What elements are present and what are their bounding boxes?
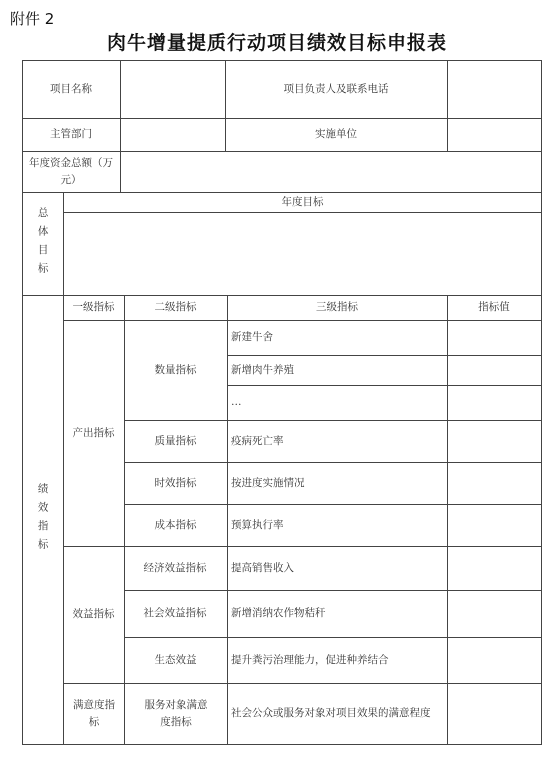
attachment-label: 附件 2 bbox=[10, 10, 55, 28]
project-name-field[interactable] bbox=[121, 61, 225, 118]
cost-item: 预算执行率 bbox=[231, 518, 284, 531]
quality-item-value[interactable] bbox=[448, 421, 541, 462]
col-value-header: 指标值 bbox=[478, 301, 510, 314]
implementer-label: 实施单位 bbox=[315, 128, 357, 141]
service-satisfaction-value[interactable] bbox=[448, 684, 541, 744]
col-level3-header: 三级指标 bbox=[316, 301, 358, 314]
ecological-benefit-value[interactable] bbox=[448, 638, 541, 683]
cost-indicator-label: 成本指标 bbox=[154, 518, 197, 531]
satisfaction-indicator-label: 满意度指标 bbox=[73, 699, 115, 728]
quantity-item-2-value[interactable] bbox=[448, 356, 541, 385]
col-level1-header: 一级指标 bbox=[72, 301, 115, 314]
annual-funds-label: 年度资金总额（万元） bbox=[29, 157, 113, 186]
page-title: 肉牛增量提质行动项目绩效目标申报表 bbox=[106, 32, 447, 54]
cost-item-value[interactable] bbox=[448, 505, 541, 546]
project-contact-field[interactable] bbox=[448, 61, 541, 118]
implementer-field[interactable] bbox=[448, 119, 541, 151]
quantity-item-1: 新建牛舍 bbox=[231, 331, 273, 344]
annual-funds-field[interactable] bbox=[121, 152, 541, 192]
benefit-indicator-label: 效益指标 bbox=[72, 608, 115, 621]
output-indicator-label: 产出指标 bbox=[72, 426, 115, 439]
social-benefit-value[interactable] bbox=[448, 591, 541, 637]
social-benefit-item: 新增消纳农作物秸秆 bbox=[231, 607, 326, 620]
quality-item: 疫病死亡率 bbox=[231, 434, 284, 447]
performance-label: 绩效指标 bbox=[36, 483, 49, 557]
project-name-label: 项目名称 bbox=[50, 82, 92, 95]
quantity-indicator-label: 数量指标 bbox=[154, 363, 197, 376]
quality-indicator-label: 质量指标 bbox=[154, 434, 197, 447]
annual-goal-field[interactable] bbox=[64, 213, 541, 295]
ecological-benefit-item: 提升粪污治理能力，促进种养结合 bbox=[231, 653, 389, 666]
quantity-item-2: 新增肉牛养殖 bbox=[231, 363, 294, 376]
social-benefit-label: 社会效益指标 bbox=[143, 607, 207, 620]
supervisor-label: 主管部门 bbox=[50, 128, 92, 141]
col-level2-header: 二级指标 bbox=[154, 301, 197, 314]
economic-benefit-value[interactable] bbox=[448, 547, 541, 590]
timeliness-indicator-label: 时效指标 bbox=[154, 476, 197, 489]
service-satisfaction-label: 服务对象满意度指标 bbox=[144, 699, 208, 728]
project-contact-label: 项目负责人及联系电话 bbox=[283, 82, 389, 95]
supervisor-field[interactable] bbox=[121, 119, 225, 151]
economic-benefit-item: 提高销售收入 bbox=[231, 561, 294, 574]
quantity-item-3: … bbox=[231, 396, 242, 409]
economic-benefit-label: 经济效益指标 bbox=[143, 561, 207, 574]
quantity-item-3-value[interactable] bbox=[448, 386, 541, 420]
ecological-benefit-label: 生态效益 bbox=[154, 653, 197, 666]
overall-goal-label: 总体目标 bbox=[36, 206, 49, 281]
timeliness-item-value[interactable] bbox=[448, 463, 541, 504]
annual-goal-label: 年度目标 bbox=[281, 195, 324, 208]
quantity-item-1-value[interactable] bbox=[448, 321, 541, 355]
service-satisfaction-item: 社会公众或服务对象对项目效果的满意程度 bbox=[231, 707, 431, 720]
timeliness-item: 按进度实施情况 bbox=[231, 476, 305, 489]
